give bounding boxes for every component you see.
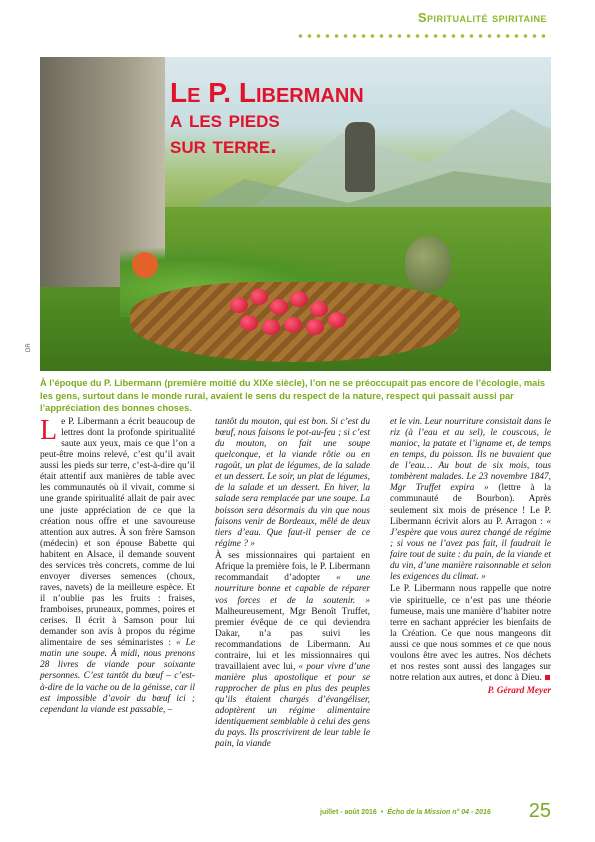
- author-signature: P. Gérard Meyer: [487, 685, 551, 696]
- section-rubric: Spiritualité spiritaine: [417, 10, 547, 25]
- end-mark-icon: [545, 675, 550, 680]
- column-1: Le P. Libermann a écrit beaucoup de lettres dont la profonde spiritualité saute aux yeux, mais ce que l’on a peut-être moins relevé, c’est qu’il avait aussi les pieds sur terre, c’est-à-dire qu’il était attentif aux manières de table avec les communautés où il vivait, comme si une grande spiritualité allait de pair avec une juste appréciation de ce que la création nous offre et une savoureuse attention aux autres. À son frère Samson (médecin) et son épouse Babette qui habitent en Alsace, il demande souvent des services très concrets, comme de lui envoyer diverses semences (choux, raves, navets) de la meilleure espèce. Et il n’oublie pas les fruits : fraises, framboises, pruneaux, pommes, poires et cerises. Il écrit à Samson pour lui demander son avis à propos du régime alimentaire de ses séminaristes : « Le matin une soupe. À midi, nous prenons 28 livres de viande pour soixante personnes. C’est tantôt du bœuf – c’est-à-dire de la vache ou de la génisse, car il est impossible d’avoir du bœuf ici ; cependant la viande est passable, –: [40, 415, 195, 715]
- column-3: et le vin. Leur nourriture consistait dans le riz (à l’eau et au sel), le couscous, le manioc, la patate et l’igname et, de temps en temps, du poisson. Ils ne buvaient que de l’eau… Au bout de six mois, tous tombèrent malades. Le 23 novembre 1847, Mgr Truffet expira » (lettre à la communauté de Bourbon). Après seulement six mois de présence ! Le P. Libermann écrivit alors au P. Arragon : « J’espère que vous aurez changé de régime ; si vous ne l’avez pas fait, il faudrait le faire tout de suite : du pain, de la viande et du vin, d’une manière raisonnable et selon les exigences du climat. » Le P. Libermann nous rappelle que notre vie spirituelle, ce n’est pas une théorie fumeuse, mais une manière d’habiter notre terre en sachant apprécier les bienfaits de la Création. Ce que nous mangeons dit aussi ce que nous sommes et ce que nous voulons être avec les autres. Nos déchets et nos restes sont aussi des langages sur notre relation aux autres, et donc à Dieu. P. Gérard Meyer: [390, 417, 551, 696]
- drop-cap: L: [40, 415, 58, 446]
- dotted-rule: [296, 33, 551, 39]
- page-footer: juillet - août 2016 • Écho de la Mission n° 04 - 2016: [320, 809, 491, 816]
- column-2: tantôt du mouton, qui est bon. Si c’est du bœuf, nous faisons le pot-au-feu ; si c’est du mouton, on fait une soupe quelconque, et la viande rôtie ou en ragoût, un plat de légumes, de la salade et un dessert. Le soir, un plat de légumes, de la salade et un dessert. En hiver, la salade sera remplacée par une soupe. La boisson sera désormais du vin que nous faisons venir de Bordeaux, mêlé de deux tiers d’eau. Que faut-il penser de ce régime ? » À ses missionnaires qui partaient en Afrique la première fois, le P. Libermann recommandait d’adopter « une nourriture bonne et capable de réparer vos forces et de la soutenir. » Malheureusement, Mgr Benoît Truffet, premier évêque de ce qui deviendra Dakar, n’a pas suivi les recommandations de Libermann. Au contraire, lui et les missionnaires qui travaillaient avec lui, « pour vivre d’une manière plus apostolique et pour se rapprocher de plus en plus des peuples qu’ils étaient chargés d’évangéliser, adoptèrent un régime alimentaire identiquement semblable à celui des gens du pays. Ils proscrivirent de leur table le pain, la viande: [215, 417, 370, 750]
- page-number: 25: [528, 800, 551, 822]
- photo-credit: DR: [26, 343, 32, 352]
- photo-caption: À l’époque du P. Libermann (première moitié du XIXe siècle), l’on ne se préoccupait pas encore de l’écologie, mais les gens, surtout dans le monde rural, avaient le sens du respect de la nature, respect qui passait aussi par l’appréciation des bonnes choses.: [40, 378, 546, 414]
- article-headline: Le P. Libermann a les pieds sur terre.: [170, 77, 364, 159]
